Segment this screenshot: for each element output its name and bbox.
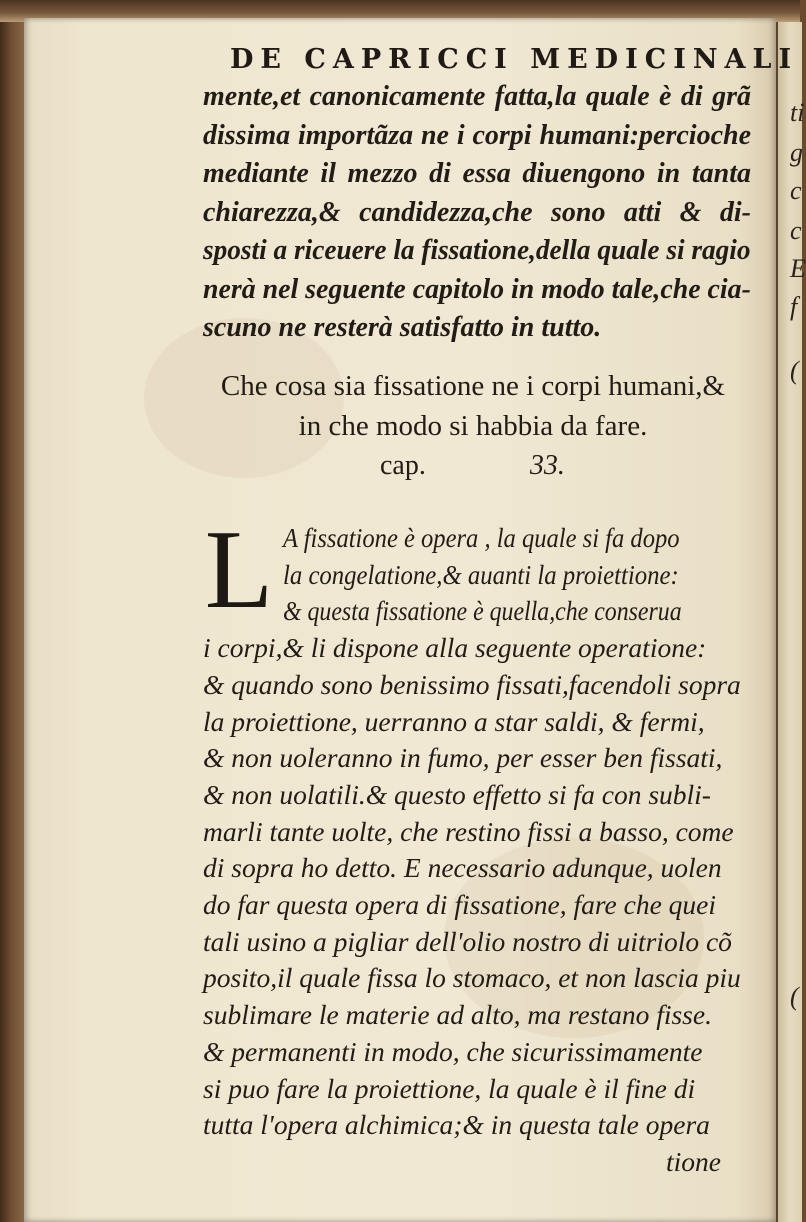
text-line: scuno ne resterà satisfatto in tutto. (203, 312, 602, 343)
chapter-number-value: 33. (529, 450, 565, 481)
text-line: tutta l'opera alchimica;& in questa tale opera (203, 1109, 710, 1141)
text-line: si puo fare la proiettione, la quale è il fine di (203, 1072, 696, 1104)
facing-page-fragment: g (790, 138, 803, 167)
facing-page-fragment: c (790, 216, 802, 245)
text-line: sublimare le materie ad alto, ma restano fisse. (203, 999, 712, 1031)
facing-page-fragment: ti (790, 98, 805, 127)
text-line: di sopra ho detto. E necessario adunque, uolen (203, 852, 722, 884)
text-line: & questa fissatione è quella,che conserua (283, 595, 682, 627)
top-paragraph (203, 78, 751, 348)
text-line: do far questa opera di fissatione, fare che quei (203, 889, 717, 921)
facing-page-fragment: c (790, 176, 802, 205)
facing-page-fragment: E (790, 254, 806, 283)
chapter-label: cap. (380, 450, 426, 481)
text-line: mediante il mezzo di essa diuengono in tanta (203, 158, 751, 189)
text-line: A fissatione è opera , la quale si fa dopo (283, 522, 680, 553)
facing-page-fragment: ( (790, 356, 799, 385)
drop-cap: L (204, 508, 274, 632)
chapter-title-line: Che cosa sia fissatione ne i corpi humani,& (220, 370, 726, 402)
text-line: & permanenti in modo, che sicurissimamente (203, 1035, 703, 1067)
text-line: tali usino a pigliar dell'olio nostro di uitriolo cõ (203, 925, 732, 957)
catchword: tione (666, 1145, 721, 1177)
text-line: & quando sono benissimo fissati,facendoli sopra (203, 668, 741, 700)
text-line: & non uolatili.& questo effetto si fa con subli- (203, 778, 711, 810)
text-line: mente,et canonicamente fatta,la quale è di grã (203, 81, 751, 112)
text-line: sposti a riceuere la fissatione,della quale si ragio (203, 235, 751, 266)
chapter-title-line: in che modo si habbia da fare. (298, 410, 648, 442)
text-line: nerà nel seguente capitolo in modo tale,che cia- (203, 273, 751, 305)
text-line: la proiettione, uerranno a star saldi, & fermi, (203, 705, 705, 737)
facing-page-edge (776, 22, 806, 1222)
body-paragraph (203, 508, 751, 1181)
chapter-title (203, 366, 743, 446)
book-spine (0, 0, 26, 1222)
facing-page-fragment: f (790, 292, 798, 321)
facing-page-fragment: ( (790, 982, 799, 1011)
text-line: & non uoleranno in fumo, per esser ben fissati, (203, 742, 723, 774)
running-head: DE CAPRICCI MEDICINALI (230, 44, 799, 75)
text-line: i corpi,& li dispone alla seguente operatione: (203, 632, 707, 664)
text-line: marli tante uolte, che restino fissi a basso, come (203, 815, 734, 847)
text-line: la congelatione,& auanti la proiettione: (283, 558, 679, 590)
chapter-number (380, 450, 565, 482)
text-line: dissima importãza ne i corpi humani:percioche (203, 119, 751, 151)
text-line: chiarezza,& candidezza,che sono atti & di- (203, 196, 751, 228)
text-line: posito,il quale fissa lo stomaco, et non lascia piu (203, 962, 741, 994)
